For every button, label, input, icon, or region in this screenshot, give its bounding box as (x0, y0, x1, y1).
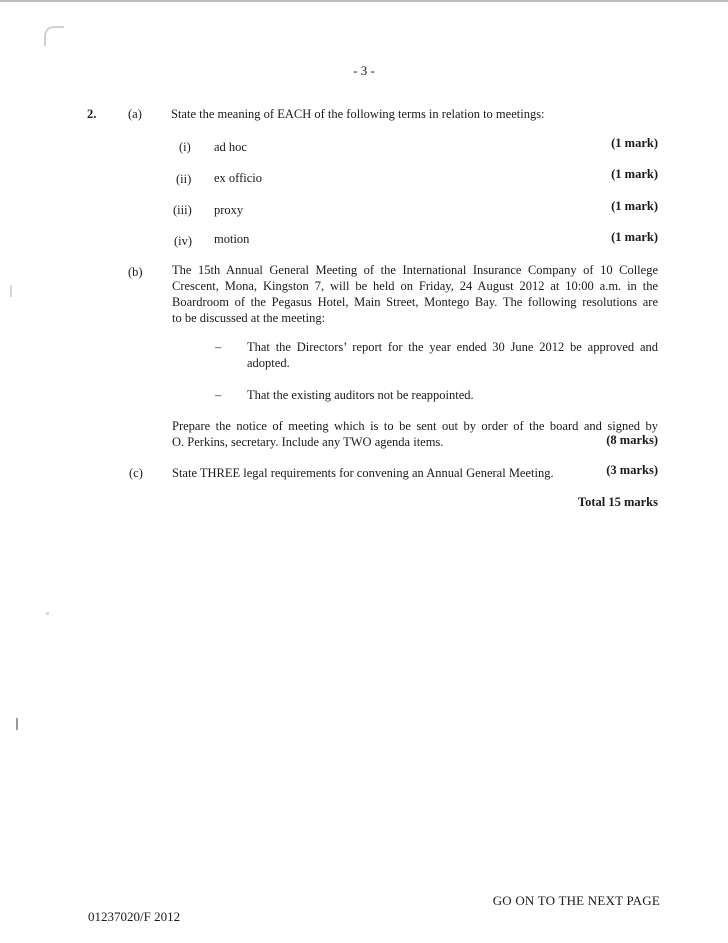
top-rule (0, 0, 728, 2)
instruction-line: O. Perkins, secretary. Include any TWO agenda items. (172, 435, 444, 449)
item-label: (iii) (173, 203, 192, 217)
part-b-instruction (172, 418, 658, 450)
paragraph-line: Boardroom of the Pegasus Hotel, Main Street, Montego Bay. The following resolutions are (172, 295, 658, 309)
bullet-item (247, 339, 658, 371)
item-term: ad hoc (214, 140, 247, 154)
item-mark: (1 mark) (611, 230, 658, 244)
bullet-item (247, 387, 658, 403)
item-label: (iv) (174, 234, 193, 248)
part-a-label: (a) (128, 107, 142, 121)
item-label: (i) (179, 140, 191, 154)
item-term: proxy (214, 203, 244, 217)
total-marks: Total 15 marks (577, 495, 658, 509)
scan-speck (10, 285, 12, 297)
bullet-line: That the Directors’ report for the year ended 30 June 2012 be approved and (247, 340, 658, 354)
item-term: ex officio (214, 171, 263, 185)
scan-speck (46, 612, 49, 615)
part-c-prompt: State THREE legal requirements for convening an Annual General Meeting. (172, 466, 554, 480)
page-number: - 3 - (353, 63, 375, 78)
paragraph-line: to be discussed at the meeting: (172, 311, 326, 325)
part-c-label: (c) (129, 466, 143, 480)
part-b-paragraph (172, 262, 658, 326)
item-term: motion (214, 232, 250, 246)
item-mark: (1 mark) (611, 136, 658, 150)
part-b-mark: (8 marks) (606, 433, 658, 447)
go-on-next-page: GO ON TO THE NEXT PAGE (492, 893, 660, 908)
part-a-prompt: State the meaning of EACH of the following terms in relation to meetings: (171, 107, 545, 121)
paragraph-line: Crescent, Mona, Kingston 7, will be held on Friday, 24 August 2012 at 10:00 a.m. in the (172, 279, 658, 293)
corner-mark (44, 26, 64, 46)
paragraph-line: The 15th Annual General Meeting of the International Insurance Company of 10 College (172, 263, 658, 277)
item-mark: (1 mark) (611, 199, 658, 213)
part-c-mark: (3 marks) (606, 463, 658, 477)
bullet-dash: – (215, 388, 222, 402)
scan-speck (16, 718, 18, 730)
item-mark: (1 mark) (611, 167, 658, 181)
question-number: 2. (87, 107, 97, 121)
instruction-line: Prepare the notice of meeting which is to be sent out by order of the board and signed by (172, 419, 658, 433)
paper-code: 01237020/F 2012 (88, 909, 181, 924)
bullet-dash: – (215, 340, 222, 354)
bullet-line: That the existing auditors not be reappointed. (247, 388, 474, 402)
part-b-label: (b) (128, 265, 143, 279)
item-label: (ii) (176, 172, 192, 186)
bullet-line: adopted. (247, 356, 290, 370)
